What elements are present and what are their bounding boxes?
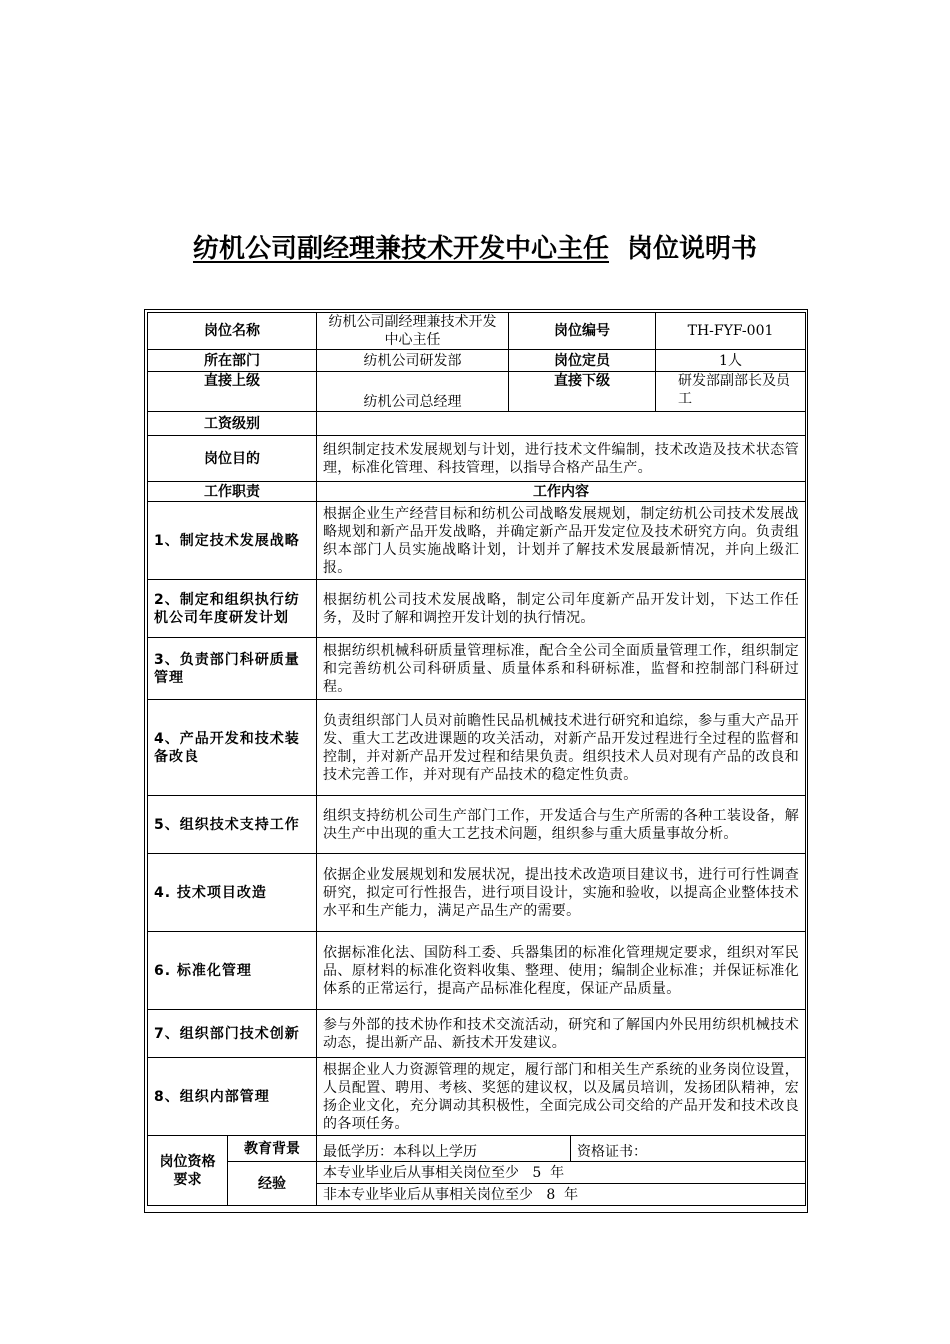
- qualification-label: 岗位资格要求: [148, 1136, 228, 1206]
- duty-content: 根据纺织机械科研质量管理标准，配合全公司全面质量管理工作，组织制定和完善纺机公司科研质量、质量体系和科研标准，监督和控制部门科研过程。: [317, 638, 806, 700]
- department-value: 纺机公司研发部: [317, 350, 509, 372]
- subordinate-value: 研发部副部长及员工: [656, 372, 806, 412]
- duty-content: 参与外部的技术协作和技术交流活动，研究和了解国内外民用纺织机械技术动态，提出新产品、新技术开发建议。: [317, 1010, 806, 1058]
- duty-title: 6. 标准化管理: [148, 932, 317, 1010]
- headcount-label: 岗位定员: [509, 350, 656, 372]
- duty-content: 组织支持纺机公司生产部门工作，开发适合与生产所需的各种工装设备，解决生产中出现的重大工艺技术问题，组织参与重大质量事故分析。: [317, 796, 806, 854]
- duty-title: 4、产品开发和技术装备改良: [148, 700, 317, 796]
- job-description-table: [147, 312, 806, 1206]
- document-title-suffix: 岗位说明书: [627, 234, 758, 264]
- duty-title: 4. 技术项目改造: [148, 854, 317, 932]
- certificate-label: 资格证书：: [571, 1136, 806, 1162]
- duty-title: 8、组织内部管理: [148, 1058, 317, 1136]
- education-label: 教育背景: [228, 1136, 317, 1162]
- position-name-value: 纺机公司副经理兼技术开发中心主任: [317, 313, 509, 350]
- duty-title: 7、组织部门技术创新: [148, 1010, 317, 1058]
- document-title-main: 纺机公司副经理兼技术开发中心主任: [192, 234, 609, 264]
- duty-content: 根据企业人力资源管理的规定，履行部门和相关生产系统的业务岗位设置，人员配置、聘用、考核、奖惩的建议权，以及属员培训，发扬团队精神，宏扬企业文化，充分调动其积极性，全面完成公司交给的产品开发和技术改良的各项任务。: [317, 1058, 806, 1136]
- duty-title: 5、组织技术支持工作: [148, 796, 317, 854]
- superior-label: 直接上级: [148, 372, 317, 412]
- document-title: [0, 228, 950, 265]
- duties-header-duty: 工作职责: [148, 482, 317, 502]
- superior-value: 纺机公司总经理: [317, 372, 509, 412]
- position-name-label: 岗位名称: [148, 313, 317, 350]
- duty-title: 1、制定技术发展战略: [148, 502, 317, 580]
- position-code-label: 岗位编号: [509, 313, 656, 350]
- experience-line-2: 非本专业毕业后从事相关岗位至少 8 年: [317, 1184, 806, 1206]
- duty-content: 依据企业发展规划和发展状况，提出技术改造项目建议书，进行可行性调查研究，拟定可行性报告，进行项目设计，实施和验收，以提高企业整体技术水平和生产能力，满足产品生产的需要。: [317, 854, 806, 932]
- duty-content: 根据纺机公司技术发展战略，制定公司年度新产品开发计划，下达工作任务，及时了解和调控开发计划的执行情况。: [317, 580, 806, 638]
- purpose-value: 组织制定技术发展规划与计划，进行技术文件编制，技术改造及技术状态管理，标准化管理、科技管理，以指导合格产品生产。: [317, 436, 806, 482]
- duty-content: 根据企业生产经营目标和纺机公司战略发展规划，制定纺机公司技术发展战略规划和新产品开发战略，并确定新产品开发定位及技术研究方向。负责组织本部门人员实施战略计划，计划并了解技术发展最新情况，并向上级汇报。: [317, 502, 806, 580]
- duty-content: 依据标准化法、国防科工委、兵器集团的标准化管理规定要求，组织对军民品、原材料的标准化资料收集、整理、使用；编制企业标准；并保证标准化体系的正常运行，提高产品标准化程度，保证产品质量。: [317, 932, 806, 1010]
- duty-title: 3、负责部门科研质量管理: [148, 638, 317, 700]
- salary-value: [317, 412, 806, 436]
- duty-title: 2、制定和组织执行纺机公司年度研发计划: [148, 580, 317, 638]
- subordinate-label: 直接下级: [509, 372, 656, 412]
- experience-line-1: 本专业毕业后从事相关岗位至少 5 年: [317, 1162, 806, 1184]
- duties-header-content: 工作内容: [317, 482, 806, 502]
- department-label: 所在部门: [148, 350, 317, 372]
- position-code-value: TH-FYF-001: [656, 313, 806, 350]
- experience-label: 经验: [228, 1162, 317, 1206]
- education-value: 最低学历：本科以上学历: [317, 1136, 571, 1162]
- headcount-value: 1人: [656, 350, 806, 372]
- purpose-label: 岗位目的: [148, 436, 317, 482]
- salary-label: 工资级别: [148, 412, 317, 436]
- duty-content: 负责组织部门人员对前瞻性民品机械技术进行研究和追综，参与重大产品开发、重大工艺改进课题的攻关活动，对新产品开发过程进行全过程的监督和控制，并对新产品开发过程和结果负责。组织技术人员对现有产品的改良和技术完善工作，并对现有产品技术的稳定性负责。: [317, 700, 806, 796]
